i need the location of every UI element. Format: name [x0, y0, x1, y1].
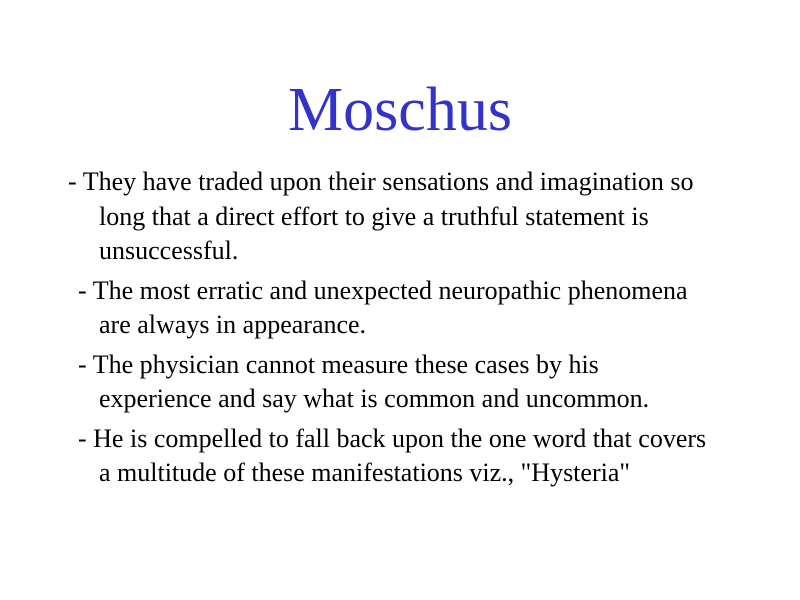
bullet-item: - The physician cannot measure these cases by his experience and say what is common and uncommon.	[78, 349, 650, 413]
slide-title: Moschus	[288, 76, 512, 144]
bullet-item: - He is compelled to fall back upon the one word that covers a multitude of these manifestations viz., "Hysteria"	[78, 423, 707, 487]
bullet-list	[0, 165, 800, 491]
bullet-item: - The most erratic and unexpected neuropathic phenomena are always in appearance.	[78, 275, 688, 339]
bullet-item: - They have traded upon their sensations and imagination so long that a direct effort to give a truthful statement is unsuccessful.	[68, 167, 694, 265]
